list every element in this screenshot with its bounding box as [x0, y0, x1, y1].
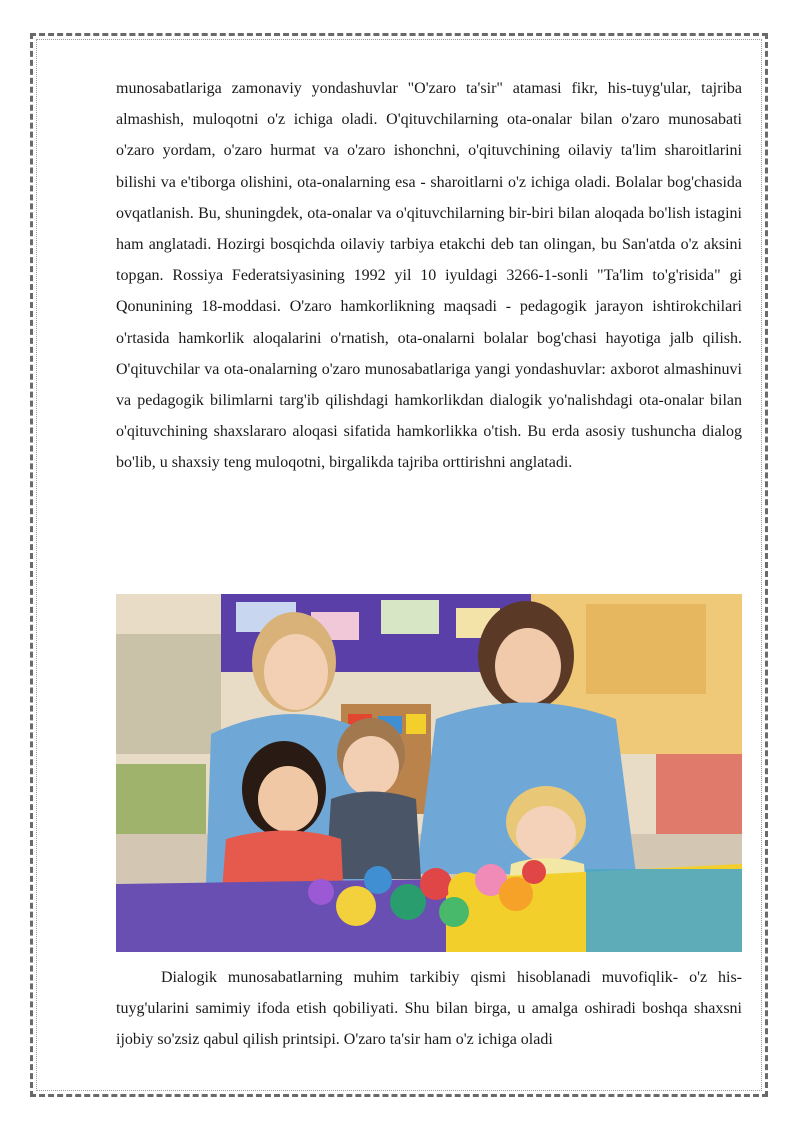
kindergarten-photo	[116, 594, 742, 952]
body-paragraph-top: munosabatlariga zamonaviy yondashuvlar "O'zaro ta'sir" atamasi fikr, his-tuyg'ular, tajriba almashish, muloqotni o'z ichiga oladi. O'qituvchilarning ota-onalar bilan o'zaro munosabati o'zaro yordam, o'zaro hurmat va o'zaro ishonchni, o'qituvchining oilaviy ta'lim sharoitlarini bilishi va e'tiborga olishini, ota-onalarning esa - sharoitlarni o'z ichiga oladi. Bolalar bog'chasida ovqatlanish. Bu, shuningdek, ota-onalar va o'qituvchilarning bir-biri bilan aloqada bo'lish istagini ham anglatadi. Hozirgi bosqichda oilaviy tarbiya etakchi deb tan olingan, bu San'atda o'z aksini topgan. Rossiya Federatsiyasining 1992 yil 10 iyuldagi 3266-1-sonli "Ta'lim to'g'risida" gi Qonunining 18-moddasi. O'zaro hamkorlikning maqsadi - pedagogik jarayon ishtirokchilari o'rtasida hamkorlik aloqalarini o'rnatish, ota-onalarni bolalar bog'chasi hayotiga jalb qilish. O'qituvchilar va ota-onalarning o'zaro munosabatlariga yangi yondashuvlar: axborot almashinuvi va pedagogik bilimlarni targ'ib qilishdagi hamkorlikdan dialogik yo'nalishdagi ota-onalar bilan o'qituvchining shaxslararo aloqasi sifatida hamkorlikka o'tish. Bu erda asosiy tushuncha dialog bo'lib, u shaxsiy teng muloqotni, birgalikda tajriba orttirishni anglatadi.	[116, 80, 742, 472]
body-paragraph-bottom: Dialogik munosabatlarning muhim tarkibiy qismi hisoblanadi muvofiqlik- o'z his-tuyg'ularini samimiy ifoda etish qobiliyati. Shu bilan birga, u amalga oshiradi boshqa shaxsni ijobiy so'zsiz qabul qilish printsipi. O'zaro ta'sir ham o'z ichiga oladi	[116, 969, 742, 1049]
